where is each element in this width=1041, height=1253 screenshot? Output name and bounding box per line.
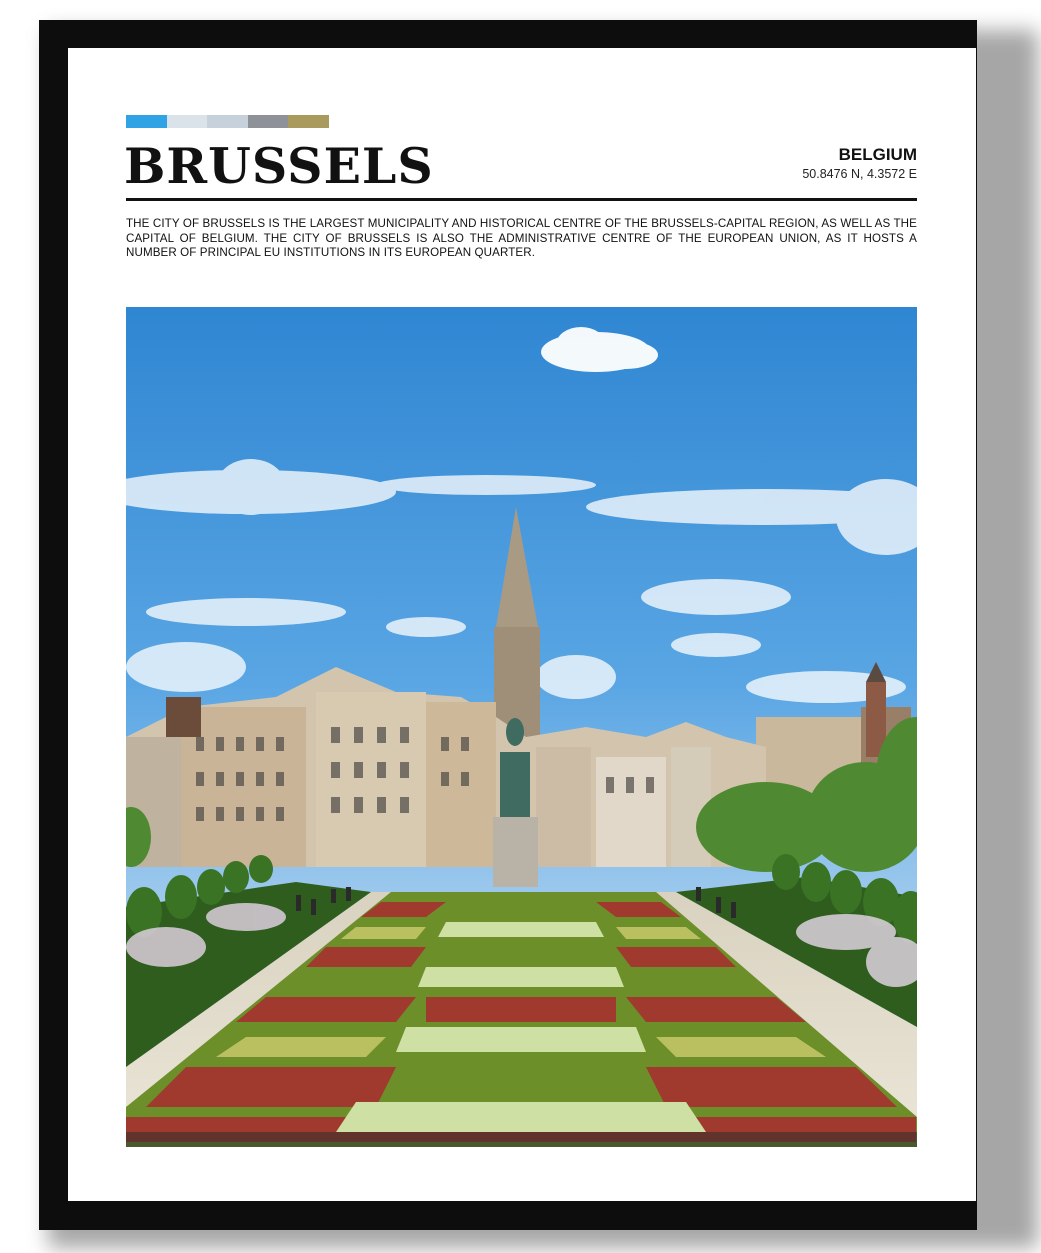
palette-swatch-2 [167,115,208,128]
country-label: BELGIUM [838,145,917,164]
title-divider [126,198,917,201]
palette-swatch-1 [126,115,167,128]
color-palette [126,115,329,128]
poster-title: BRUSSELS [124,137,434,195]
city-description: THE CITY OF BRUSSELS IS THE LARGEST MUNICIPALITY AND HISTORICAL CENTRE OF THE BRUSSELS-CAPITAL REGION, AS WELL AS THE CAPITAL OF BELGIUM. THE CITY OF BRUSSELS IS ALSO THE ADMINISTRATIVE CENTRE OF THE EUROPEAN UNION, AS IT HOSTS A NUMBER OF PRINCIPAL EU INSTITUTIONS IN ITS EUROPEAN QUARTER. [126,217,917,259]
coordinates-label: 50.8476 N, 4.3572 E [802,167,917,181]
palette-swatch-4 [248,115,289,128]
palette-swatch-5 [288,115,329,128]
city-photo [126,307,917,1147]
palette-swatch-3 [207,115,248,128]
